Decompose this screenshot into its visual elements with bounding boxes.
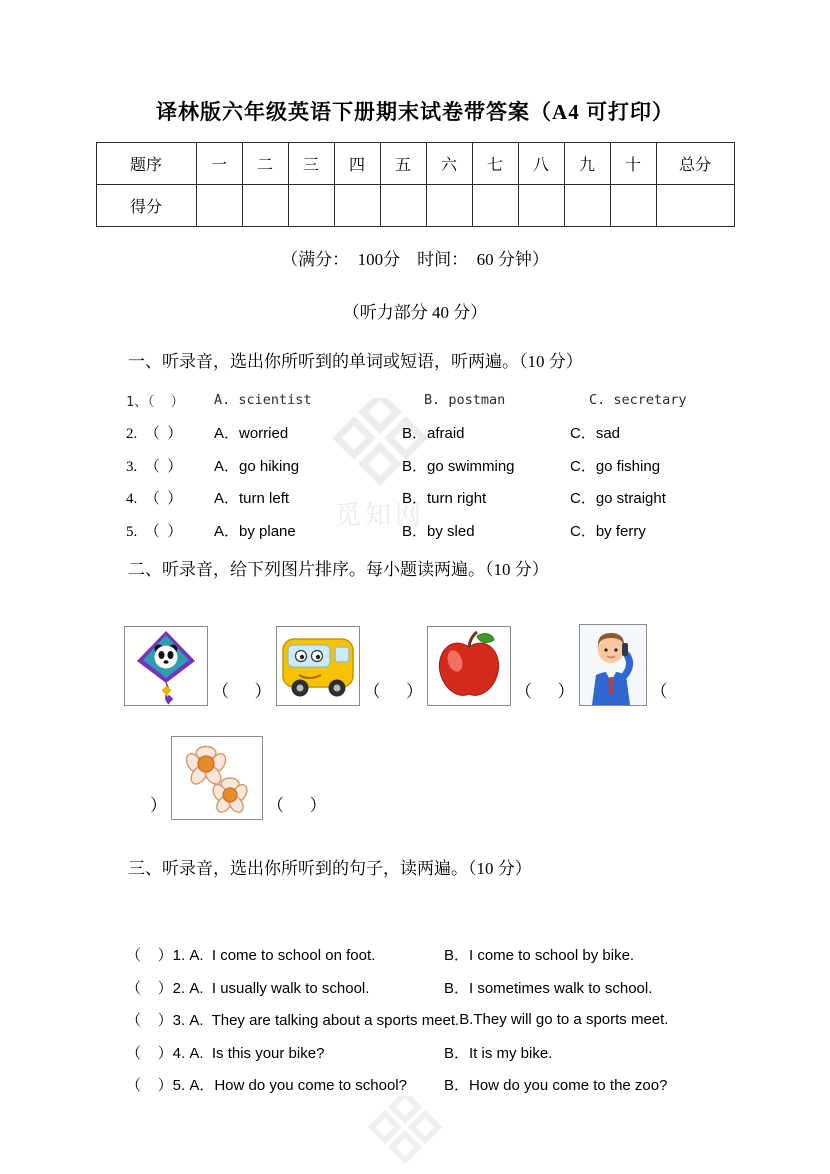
sentence-option-b: B．I sometimes walk to school. (444, 979, 653, 997)
score-cell-empty (242, 185, 288, 227)
option-b: B．turn right (402, 490, 487, 508)
sentence-option-b: B．I come to school by bike. (444, 947, 635, 965)
option-a: A．turn left (214, 490, 290, 508)
option-c: C. secretary (589, 392, 687, 409)
sentence-question-row (126, 1069, 830, 1102)
sentence-option-a: （ ）1. A. I come to school on foot. (126, 947, 376, 965)
option-c: C．go fishing (570, 457, 661, 475)
answer-bracket-close: ） (150, 795, 167, 815)
score-table (96, 142, 735, 227)
sentence-question-row (126, 1004, 830, 1037)
score-table-header-row (96, 143, 734, 185)
score-table-score-row (96, 185, 734, 227)
section3-title: 三、听录音，选出你所听到的句子，读两遍。（10 分） (128, 858, 532, 878)
sentence-option-b: B．How do you come to the zoo? (444, 1077, 668, 1095)
answer-bracket: （ ） (267, 795, 327, 815)
score-table-col: 七 (472, 143, 518, 185)
question-row (126, 417, 830, 450)
option-b: B．go swimming (402, 457, 515, 475)
question-number-bracket: 5. （ ） (126, 523, 183, 540)
question-number-bracket: 4. （ ） (126, 491, 183, 508)
answer-bracket: （ ） (515, 681, 575, 701)
score-table-col: 三 (288, 143, 334, 185)
page-title: 译林版六年级英语下册期末试卷带答案（A4 可打印） (156, 100, 674, 124)
sentence-option-b: B.They will go to a sports meet. (459, 1011, 669, 1029)
score-cell-empty (426, 185, 472, 227)
score-table-col: 九 (564, 143, 610, 185)
picture-eggs (171, 736, 263, 820)
option-b: B．afraid (402, 425, 465, 443)
question-row (126, 384, 830, 417)
question-row (126, 514, 830, 547)
score-cell-empty (564, 185, 610, 227)
option-a: A．by plane (214, 522, 296, 540)
question-row (126, 449, 830, 482)
watermark-text: 觅知网 (334, 501, 425, 530)
eggs-icon (172, 737, 262, 819)
option-c: C．by ferry (570, 522, 646, 540)
watermark-logo-icon (360, 1096, 450, 1166)
picture-apple (427, 626, 511, 706)
bus-icon (277, 627, 359, 705)
option-a: A．go hiking (214, 457, 300, 475)
score-table-col-total: 总分 (656, 143, 734, 185)
kite-icon (125, 627, 207, 705)
sentence-question-row (126, 971, 830, 1004)
sentence-option-a: （ ）4. A. Is this your bike? (126, 1044, 325, 1062)
question-number-bracket: 1、（ ） (126, 394, 185, 411)
section2-picture-row-2 (146, 736, 830, 820)
section1-items (126, 384, 830, 547)
section2-picture-row-1 (124, 624, 830, 706)
question-number-bracket: 2. （ ） (126, 426, 183, 443)
score-table-col: 十 (610, 143, 656, 185)
score-table-label-score: 得分 (96, 185, 196, 227)
listening-part-header: （听力部分 40 分） (342, 303, 488, 322)
section1-title: 一、听录音，选出你所听到的单词或短语，听两遍。（10 分） (128, 352, 583, 371)
sentence-option-b: B．It is my bike. (444, 1044, 553, 1062)
option-b: B. postman (424, 392, 506, 409)
sentence-question-row (126, 1036, 830, 1069)
apple-icon (428, 627, 510, 705)
option-c: C．sad (570, 425, 621, 443)
exam-meta-line: （满分： 100分 时间： 60 分钟） (281, 250, 549, 269)
score-table-col: 八 (518, 143, 564, 185)
answer-bracket: （ ） (363, 681, 423, 701)
score-cell-empty (196, 185, 242, 227)
bottom-watermark (360, 1096, 450, 1171)
score-cell-empty (288, 185, 334, 227)
score-cell-empty (518, 185, 564, 227)
answer-bracket: （ ） (212, 681, 272, 701)
score-table-col: 四 (334, 143, 380, 185)
score-cell-empty (334, 185, 380, 227)
answer-bracket-open: （ (650, 681, 668, 701)
picture-kite (124, 626, 208, 706)
section3-items (126, 939, 830, 1102)
score-table-col: 五 (380, 143, 426, 185)
man-on-phone-icon (580, 625, 646, 705)
score-cell-empty (656, 185, 734, 227)
sentence-option-a: （ ）2. A. I usually walk to school. (126, 979, 370, 997)
picture-man-on-phone (579, 624, 647, 706)
sentence-option-a: （ ）5. A．How do you come to school? (126, 1077, 407, 1095)
score-table-col: 一 (196, 143, 242, 185)
sentence-question-row (126, 939, 830, 972)
option-b: B．by sled (402, 522, 475, 540)
option-c: C．go straight (570, 490, 666, 508)
option-a: A. scientist (214, 392, 312, 409)
score-table-col: 二 (242, 143, 288, 185)
picture-bus (276, 626, 360, 706)
option-a: A．worried (214, 425, 289, 443)
question-number-bracket: 3. （ ） (126, 458, 183, 475)
question-row (126, 482, 830, 515)
sentence-option-a: （ ）3. A. They are talking about a sports meet. (126, 1012, 460, 1030)
score-cell-empty (380, 185, 426, 227)
score-table-col: 六 (426, 143, 472, 185)
score-cell-empty (472, 185, 518, 227)
section2-title: 二、听录音，给下列图片排序。每小题读两遍。（10 分） (128, 559, 549, 579)
score-table-label-question-order: 题序 (96, 143, 196, 185)
score-cell-empty (610, 185, 656, 227)
